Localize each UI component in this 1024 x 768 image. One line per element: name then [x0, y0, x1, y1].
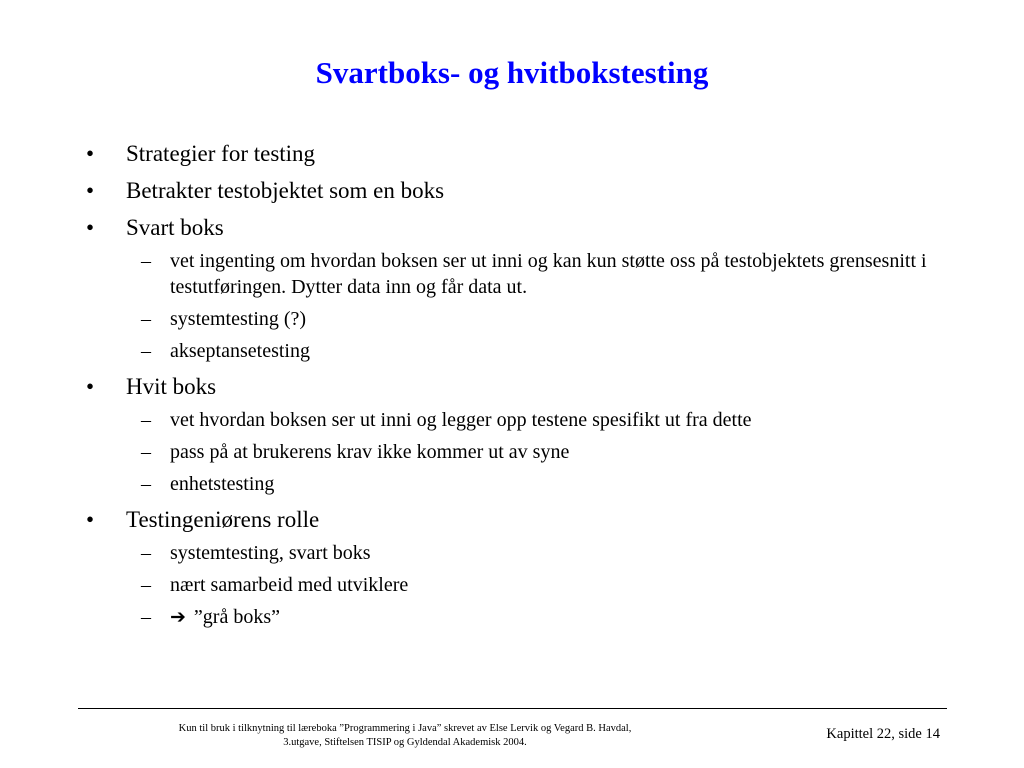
footer-divider [78, 708, 947, 709]
sub-item-text: akseptansetesting [170, 340, 310, 362]
sub-item-text: systemtesting (?) [170, 308, 307, 330]
dash-marker: – [141, 441, 151, 463]
dash-marker: – [141, 340, 151, 362]
bullet-item-svart-boks [86, 214, 966, 364]
slide-title: Svartboks- og hvitbokstesting [315, 55, 709, 90]
bullet-marker: • [86, 507, 95, 532]
footer-credit-line-2: 3.utgave, Stiftelsen TISIP og Gyldendal Akademisk 2004. [283, 737, 527, 748]
sub-list [126, 248, 966, 364]
right-arrow-icon: ➔ [170, 606, 186, 628]
footer-page-number: Kapittel 22, side 14 [826, 726, 940, 742]
dash-marker: – [141, 409, 151, 431]
sub-item [86, 306, 966, 332]
sub-item [86, 248, 966, 300]
dash-marker: – [141, 308, 151, 330]
sub-item [86, 604, 966, 630]
bullet-item-betrakter [86, 177, 966, 205]
dash-marker: – [141, 250, 151, 272]
dash-marker: – [141, 542, 151, 564]
sub-list [126, 407, 966, 497]
sub-item [86, 540, 966, 566]
sub-item-text: pass på at brukerens krav ikke kommer ut av syne [170, 441, 570, 463]
bullet-item-strategier [86, 140, 966, 168]
bullet-list [86, 140, 966, 630]
sub-item-text: enhetstesting [170, 473, 275, 495]
bullet-item-hvit-boks [86, 373, 966, 497]
bullet-text: Betrakter testobjektet som en boks [126, 178, 445, 203]
bullet-text: Testingeniørens rolle [126, 507, 320, 532]
dash-marker: – [141, 574, 151, 596]
bullet-item-testingeniorens-rolle [86, 506, 966, 630]
bullet-text: Svart boks [126, 215, 224, 240]
sub-item-text: vet hvordan boksen ser ut inni og legger opp testene spesifikt ut fra dette [170, 409, 752, 431]
dash-marker: – [141, 606, 151, 628]
bullet-text: Strategier for testing [126, 141, 316, 166]
sub-item-text: nært samarbeid med utviklere [170, 574, 409, 596]
sub-item [86, 338, 966, 364]
sub-item [86, 439, 966, 465]
bullet-marker: • [86, 141, 95, 166]
sub-item-text: systemtesting, svart boks [170, 542, 371, 564]
bullet-marker: • [86, 215, 95, 240]
sub-item [86, 407, 966, 433]
sub-list [126, 540, 966, 630]
dash-marker: – [141, 473, 151, 495]
sub-item-text: vet ingenting om hvordan boksen ser ut inni og kan kun støtte oss på testobjektets grensesnitt i testutføringen. Dytter data inn og får data ut. [170, 250, 927, 298]
sub-item-text: ”grå boks” [193, 606, 280, 628]
sub-item [86, 471, 966, 497]
footer-credit-line-1: Kun til bruk i tilknytning til læreboka ”Programmering i Java” skrevet av Else Lervik og Vegard B. Havdal, [178, 723, 632, 734]
bullet-marker: • [86, 374, 95, 399]
footer-credit [150, 722, 660, 750]
sub-item [86, 572, 966, 598]
bullet-marker: • [86, 178, 95, 203]
bullet-text: Hvit boks [126, 374, 217, 399]
